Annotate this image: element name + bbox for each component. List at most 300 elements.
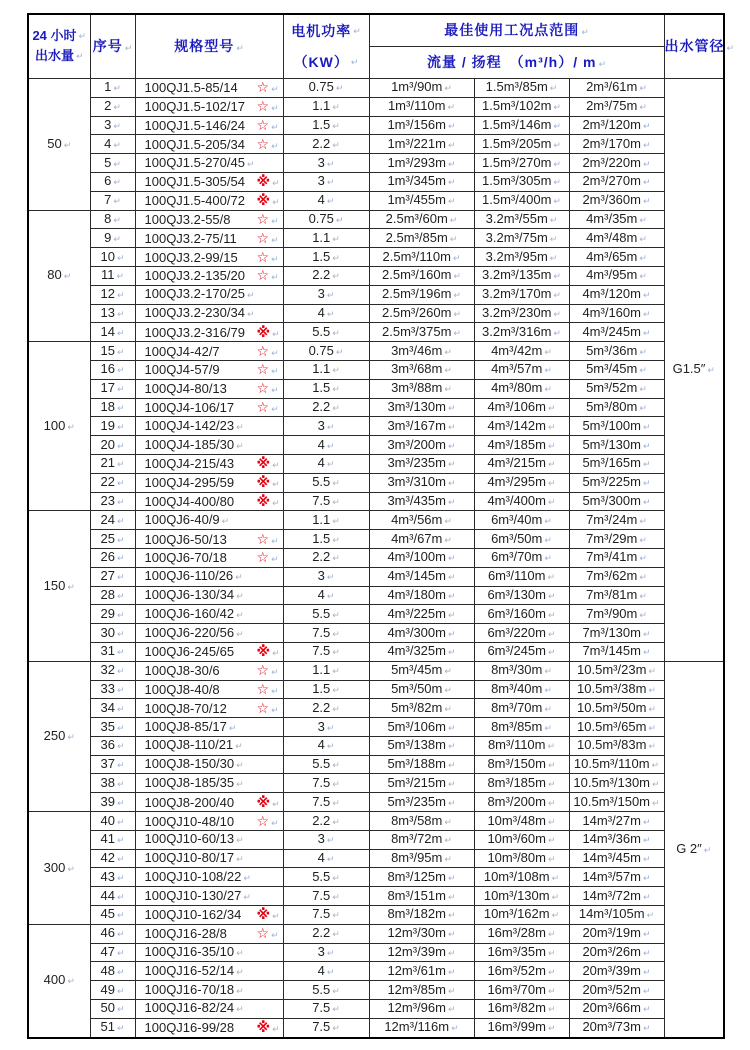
flow-head-cell-2 — [474, 97, 569, 116]
model-number: 100QJ4-142/23 — [144, 417, 235, 433]
index-cell — [90, 586, 135, 605]
index-cell-value: 8 — [104, 211, 112, 226]
model-cell — [135, 530, 283, 549]
star-icon: ☆ — [256, 530, 270, 547]
flow-head-cell-1-value: 8m³/95m — [391, 850, 443, 866]
return-mark-icon: ↵ — [447, 929, 456, 940]
flow-head-cell-1 — [369, 248, 474, 267]
table-row — [28, 943, 724, 962]
flow-head-cell-3 — [569, 661, 664, 680]
table-row — [28, 793, 724, 812]
flow-head-cell-1 — [369, 699, 474, 718]
return-mark-icon: ↵ — [271, 122, 279, 133]
flow-head-cell-2 — [474, 924, 569, 943]
return-mark-icon: ↵ — [642, 948, 651, 959]
flow-head-cell-1 — [369, 79, 474, 98]
power-cell — [283, 699, 369, 718]
return-mark-icon: ↵ — [116, 666, 125, 677]
return-mark-icon: ↵ — [332, 327, 340, 338]
index-cell-value: 42 — [100, 850, 115, 866]
power-cell-value: 1.5 — [312, 117, 331, 133]
reference-mark-icon: ※ — [256, 323, 271, 340]
return-mark-icon: ↵ — [350, 56, 359, 67]
model-number: 100QJ4-185/30 — [144, 436, 235, 452]
index-cell-value: 2 — [104, 98, 112, 114]
return-mark-icon: ↵ — [332, 703, 340, 714]
return-mark-icon: ↵ — [544, 384, 552, 395]
flow-head-cell-3-value: 10.5m³/130m — [573, 774, 651, 790]
model-cell — [135, 492, 283, 511]
index-cell — [90, 473, 135, 492]
flow-head-cell-2-value: 6m³/50m — [491, 530, 543, 546]
index-cell-value: 1 — [104, 79, 112, 95]
flow-head-cell-2-value: 4m³/142m — [487, 417, 546, 433]
power-cell — [283, 793, 369, 812]
model-number: 100QJ6-40/9 — [144, 511, 220, 527]
return-mark-icon: ↵ — [544, 515, 552, 526]
flow-head-cell-1 — [369, 304, 474, 323]
return-mark-icon: ↵ — [544, 722, 552, 733]
return-mark-icon: ↵ — [447, 872, 456, 883]
return-mark-icon: ↵ — [271, 385, 279, 396]
return-mark-icon: ↵ — [547, 835, 556, 846]
index-cell-value: 36 — [100, 737, 115, 753]
return-mark-icon: ↵ — [116, 459, 125, 470]
return-mark-icon: ↵ — [116, 703, 125, 714]
index-cell-value: 11 — [100, 267, 115, 283]
flow-head-cell-1 — [369, 172, 474, 191]
return-mark-icon: ↵ — [447, 985, 456, 996]
flow-head-cell-3-value: 14m³/105m — [578, 906, 645, 922]
star-icon: ☆ — [256, 812, 270, 829]
flow-head-cell-3 — [569, 830, 664, 849]
power-cell — [283, 436, 369, 455]
return-mark-icon: ↵ — [447, 177, 456, 188]
power-cell — [283, 398, 369, 417]
flow-head-cell-1-value: 4m³/300m — [387, 624, 446, 640]
index-cell — [90, 492, 135, 511]
index-cell-value: 50 — [100, 1000, 115, 1016]
reference-mark-icon: ※ — [256, 455, 271, 472]
return-mark-icon: ↵ — [67, 581, 75, 592]
return-mark-icon: ↵ — [271, 84, 279, 95]
return-mark-icon: ↵ — [598, 59, 606, 70]
flow-head-cell-3 — [569, 323, 664, 342]
return-mark-icon: ↵ — [444, 835, 452, 846]
return-mark-icon: ↵ — [553, 271, 561, 282]
power-cell-value: 3 — [317, 718, 325, 734]
table-row — [28, 567, 724, 586]
power-cell — [283, 360, 369, 379]
return-mark-icon: ↵ — [63, 271, 72, 282]
return-mark-icon: ↵ — [236, 1004, 244, 1015]
flow-head-cell-3 — [569, 398, 664, 417]
return-mark-icon: ↵ — [639, 534, 647, 545]
flow-head-cell-2-value: 16m³/28m — [487, 925, 546, 941]
power-cell-value: 1.1 — [312, 229, 331, 245]
flow-head-cell-1 — [369, 492, 474, 511]
return-mark-icon: ↵ — [243, 872, 251, 883]
return-mark-icon: ↵ — [326, 196, 335, 207]
model-cell — [135, 266, 283, 285]
return-mark-icon: ↵ — [116, 872, 125, 883]
power-cell-value: 7.5 — [312, 624, 331, 640]
return-mark-icon: ↵ — [447, 1004, 456, 1015]
power-cell-value: 7.5 — [312, 1000, 331, 1016]
return-mark-icon: ↵ — [444, 684, 452, 695]
index-cell — [90, 605, 135, 624]
model-cell — [135, 379, 283, 398]
return-mark-icon: ↵ — [642, 1004, 651, 1015]
flow-head-cell-2 — [474, 266, 569, 285]
power-cell — [283, 736, 369, 755]
return-mark-icon: ↵ — [116, 553, 125, 564]
table-row — [28, 342, 724, 361]
model-number: 100QJ6-160/42 — [144, 605, 235, 621]
table-row — [28, 887, 724, 906]
model-number: 100QJ10-60/13 — [144, 831, 235, 847]
flow-head-cell-2-value: 4m³/42m — [491, 342, 543, 358]
output-group-cell — [28, 924, 90, 1037]
flow-head-cell-3-value: 20m³/19m — [582, 925, 641, 941]
model-number: 100QJ3.2-75/11 — [144, 230, 237, 246]
return-mark-icon: ↵ — [228, 722, 237, 733]
return-mark-icon: ↵ — [116, 910, 125, 921]
power-cell — [283, 511, 369, 530]
return-mark-icon: ↵ — [447, 553, 456, 564]
index-cell-value: 16 — [100, 361, 115, 377]
return-mark-icon: ↵ — [549, 233, 558, 244]
reference-mark-icon: ※ — [256, 906, 271, 923]
power-cell — [283, 774, 369, 793]
flow-head-cell-2 — [474, 473, 569, 492]
flow-head-cell-3-value: 5m³/52m — [586, 380, 638, 396]
flow-head-cell-3-value: 4m³/120m — [582, 286, 641, 302]
model-number: 100QJ16-35/10 — [144, 944, 235, 960]
power-cell — [283, 586, 369, 605]
power-cell — [283, 943, 369, 962]
model-cell — [135, 887, 283, 906]
flow-head-cell-3 — [569, 1000, 664, 1019]
return-mark-icon: ↵ — [551, 910, 560, 921]
power-cell-value: 4 — [317, 436, 325, 452]
header-index — [90, 14, 135, 79]
return-mark-icon: ↵ — [272, 197, 280, 208]
power-cell — [283, 492, 369, 511]
power-cell — [283, 887, 369, 906]
reference-mark-icon: ※ — [256, 1019, 271, 1036]
flow-head-cell-3-value: 14m³/45m — [582, 850, 641, 866]
flow-head-cell-1-value: 2.5m³/375m — [382, 323, 452, 339]
return-mark-icon: ↵ — [326, 948, 335, 959]
return-mark-icon: ↵ — [236, 966, 244, 977]
table-row — [28, 116, 724, 135]
table-row — [28, 135, 724, 154]
flow-head-cell-1-value: 12m³/96m — [387, 1000, 446, 1016]
return-mark-icon: ↵ — [116, 346, 125, 357]
index-cell-value: 30 — [100, 624, 115, 640]
index-cell-value: 31 — [100, 643, 115, 659]
power-cell-value: 5.5 — [312, 474, 331, 490]
flow-head-cell-3-value: 14m³/72m — [582, 887, 641, 903]
index-cell-value: 6 — [104, 173, 112, 189]
flow-head-cell-1-value: 2.5m³/160m — [382, 267, 452, 283]
table-row — [28, 812, 724, 831]
return-mark-icon: ↵ — [553, 290, 561, 301]
table-row — [28, 661, 724, 680]
return-mark-icon: ↵ — [271, 704, 279, 715]
flow-head-cell-1-value: 4m³/56m — [391, 511, 443, 527]
star-icon: ☆ — [256, 135, 270, 152]
power-cell — [283, 79, 369, 98]
return-mark-icon: ↵ — [116, 496, 125, 507]
flow-head-cell-1 — [369, 417, 474, 436]
flow-head-cell-1 — [369, 605, 474, 624]
return-mark-icon: ↵ — [78, 31, 87, 42]
flow-head-cell-2-value: 6m³/130m — [487, 586, 546, 602]
index-cell — [90, 248, 135, 267]
flow-head-cell-2 — [474, 304, 569, 323]
return-mark-icon: ↵ — [642, 816, 651, 827]
flow-head-cell-3 — [569, 285, 664, 304]
index-cell-value: 32 — [100, 662, 115, 678]
power-cell-value: 2.2 — [312, 549, 331, 565]
outlet-group-cell — [664, 79, 724, 662]
flow-head-cell-3 — [569, 492, 664, 511]
power-cell-value: 3 — [317, 568, 325, 584]
power-cell — [283, 1018, 369, 1037]
outlet-group-cell-value: G 2″ — [676, 840, 702, 856]
flow-head-cell-1-value: 4m³/225m — [387, 605, 446, 621]
index-cell-value: 51 — [100, 1019, 115, 1035]
flow-head-cell-1-value: 3m³/200m — [387, 436, 446, 452]
model-cell — [135, 417, 283, 436]
return-mark-icon: ↵ — [447, 760, 456, 771]
flow-head-cell-2-value: 16m³/99m — [487, 1019, 546, 1035]
return-mark-icon: ↵ — [272, 328, 280, 339]
flow-head-cell-3-value: 10.5m³/65m — [577, 718, 647, 734]
table-row — [28, 154, 724, 173]
model-cell — [135, 398, 283, 417]
return-mark-icon: ↵ — [642, 290, 651, 301]
model-number: 100QJ16-99/28 — [144, 1020, 235, 1036]
flow-head-cell-2 — [474, 1018, 569, 1037]
model-number: 100QJ6-70/18 — [144, 550, 227, 566]
power-cell-value: 0.75 — [308, 342, 334, 358]
return-mark-icon: ↵ — [447, 196, 456, 207]
model-number: 100QJ16-70/18 — [144, 981, 235, 997]
return-mark-icon: ↵ — [646, 910, 655, 921]
flow-head-cell-3 — [569, 981, 664, 1000]
return-mark-icon: ↵ — [544, 346, 552, 357]
flow-head-cell-2 — [474, 79, 569, 98]
flow-head-cell-2-value: 4m³/57m — [491, 361, 543, 377]
power-cell-value: 4 — [317, 737, 325, 753]
return-mark-icon: ↵ — [271, 685, 279, 696]
flow-head-cell-2 — [474, 191, 569, 210]
flow-head-cell-1-value: 2.5m³/196m — [382, 286, 452, 302]
return-mark-icon: ↵ — [332, 384, 340, 395]
model-cell — [135, 661, 283, 680]
index-cell — [90, 135, 135, 154]
header-row-1 — [28, 14, 724, 47]
return-mark-icon: ↵ — [642, 459, 651, 470]
flow-head-cell-1-value: 5m³/215m — [387, 774, 446, 790]
return-mark-icon: ↵ — [444, 816, 452, 827]
power-cell — [283, 417, 369, 436]
flow-head-cell-1 — [369, 793, 474, 812]
return-mark-icon: ↵ — [547, 402, 556, 413]
model-cell — [135, 436, 283, 455]
flow-head-cell-2 — [474, 548, 569, 567]
table-row — [28, 454, 724, 473]
model-cell — [135, 285, 283, 304]
return-mark-icon: ↵ — [332, 891, 340, 902]
power-cell-value: 5.5 — [312, 756, 331, 772]
flow-head-cell-2 — [474, 774, 569, 793]
power-cell — [283, 981, 369, 1000]
return-mark-icon: ↵ — [453, 327, 461, 338]
flow-head-cell-2 — [474, 661, 569, 680]
flow-head-cell-3-value: 14m³/57m — [582, 868, 641, 884]
power-cell-value: 1.1 — [312, 361, 331, 377]
return-mark-icon: ↵ — [272, 479, 280, 490]
return-mark-icon: ↵ — [113, 233, 121, 244]
return-mark-icon: ↵ — [124, 43, 133, 54]
flow-head-cell-2-value: 1.5m³/102m — [482, 98, 552, 114]
flow-head-cell-1 — [369, 586, 474, 605]
model-cell — [135, 718, 283, 737]
return-mark-icon: ↵ — [271, 366, 279, 377]
return-mark-icon: ↵ — [444, 365, 452, 376]
return-mark-icon: ↵ — [116, 365, 125, 376]
return-mark-icon: ↵ — [116, 252, 125, 263]
return-mark-icon: ↵ — [642, 872, 651, 883]
index-cell-value: 18 — [100, 398, 115, 414]
return-mark-icon: ↵ — [116, 572, 125, 583]
return-mark-icon: ↵ — [236, 421, 244, 432]
return-mark-icon: ↵ — [116, 797, 125, 808]
table-row — [28, 360, 724, 379]
return-mark-icon: ↵ — [236, 948, 244, 959]
star-icon: ☆ — [256, 79, 270, 96]
return-mark-icon: ↵ — [271, 403, 279, 414]
power-cell-value: 2.2 — [312, 135, 331, 151]
return-mark-icon: ↵ — [547, 966, 556, 977]
flow-head-cell-3-value: 20m³/26m — [582, 944, 641, 960]
return-mark-icon: ↵ — [642, 121, 651, 132]
return-mark-icon: ↵ — [116, 327, 125, 338]
return-mark-icon: ↵ — [116, 948, 125, 959]
return-mark-icon: ↵ — [332, 985, 340, 996]
flow-head-cell-2-value: 3.2m³/55m — [485, 211, 548, 226]
model-number: 100QJ10-80/17 — [144, 850, 235, 866]
star-icon: ☆ — [256, 98, 270, 115]
index-cell — [90, 210, 135, 229]
header-power-line1: 电机功率 — [291, 22, 352, 39]
flow-head-cell-1 — [369, 398, 474, 417]
flow-head-cell-1-value: 2.5m³/110m — [382, 248, 451, 264]
flow-head-cell-2 — [474, 736, 569, 755]
return-mark-icon: ↵ — [246, 308, 255, 319]
table-row — [28, 736, 724, 755]
index-cell-value: 34 — [100, 699, 115, 715]
power-cell-value: 4 — [317, 304, 325, 320]
flow-head-cell-1-value: 8m³/58m — [391, 812, 443, 828]
output-group-cell-value: 50 — [47, 135, 62, 151]
return-mark-icon: ↵ — [447, 496, 456, 507]
flow-head-cell-3-value: 7m³/90m — [586, 605, 638, 621]
power-cell — [283, 755, 369, 774]
return-mark-icon: ↵ — [553, 177, 561, 188]
flow-head-cell-2-value: 16m³/35m — [487, 944, 546, 960]
power-cell — [283, 924, 369, 943]
return-mark-icon: ↵ — [544, 684, 552, 695]
power-cell — [283, 248, 369, 267]
return-mark-icon: ↵ — [447, 628, 456, 639]
return-mark-icon: ↵ — [272, 798, 280, 809]
flow-head-cell-2 — [474, 229, 569, 248]
index-cell-value: 41 — [100, 831, 115, 847]
return-mark-icon: ↵ — [447, 910, 456, 921]
output-group-cell-value: 100 — [43, 417, 66, 433]
return-mark-icon: ↵ — [236, 628, 244, 639]
index-cell-value: 43 — [100, 868, 115, 884]
flow-head-cell-3 — [569, 342, 664, 361]
flow-head-cell-1 — [369, 266, 474, 285]
return-mark-icon: ↵ — [326, 158, 335, 169]
power-cell-value: 4 — [317, 455, 325, 471]
index-cell — [90, 1018, 135, 1037]
return-mark-icon: ↵ — [639, 402, 647, 413]
model-number: 100QJ4-106/17 — [144, 399, 235, 415]
star-icon: ☆ — [256, 699, 270, 716]
return-mark-icon: ↵ — [116, 854, 125, 865]
return-mark-icon: ↵ — [581, 27, 589, 38]
return-mark-icon: ↵ — [332, 1004, 340, 1015]
return-mark-icon: ↵ — [332, 760, 340, 771]
flow-head-cell-2 — [474, 454, 569, 473]
power-cell-value: 5.5 — [312, 323, 331, 339]
power-cell — [283, 906, 369, 925]
model-number: 100QJ4-42/7 — [144, 343, 220, 359]
flow-head-cell-1 — [369, 624, 474, 643]
flow-head-cell-2 — [474, 812, 569, 831]
index-cell — [90, 530, 135, 549]
flow-head-cell-2-value: 4m³/185m — [487, 436, 546, 452]
return-mark-icon: ↵ — [547, 647, 556, 658]
return-mark-icon: ↵ — [113, 83, 121, 94]
return-mark-icon: ↵ — [116, 816, 125, 827]
power-cell — [283, 97, 369, 116]
return-mark-icon: ↵ — [271, 554, 279, 565]
reference-mark-icon: ※ — [256, 793, 271, 810]
index-cell-value: 47 — [100, 944, 115, 960]
return-mark-icon: ↵ — [639, 102, 647, 113]
table-row — [28, 1018, 724, 1037]
power-cell-value: 5.5 — [312, 981, 331, 997]
power-cell-value: 5.5 — [312, 605, 331, 621]
index-cell — [90, 285, 135, 304]
flow-head-cell-1-value: 5m³/50m — [391, 680, 443, 696]
return-mark-icon: ↵ — [547, 854, 556, 865]
return-mark-icon: ↵ — [272, 460, 280, 471]
flow-head-cell-2-value: 6m³/110m — [487, 568, 546, 584]
flow-head-cell-3 — [569, 812, 664, 831]
output-group-cell — [28, 342, 90, 511]
flow-head-cell-2-value: 4m³/400m — [487, 492, 546, 508]
power-cell-value: 1.5 — [312, 530, 331, 546]
